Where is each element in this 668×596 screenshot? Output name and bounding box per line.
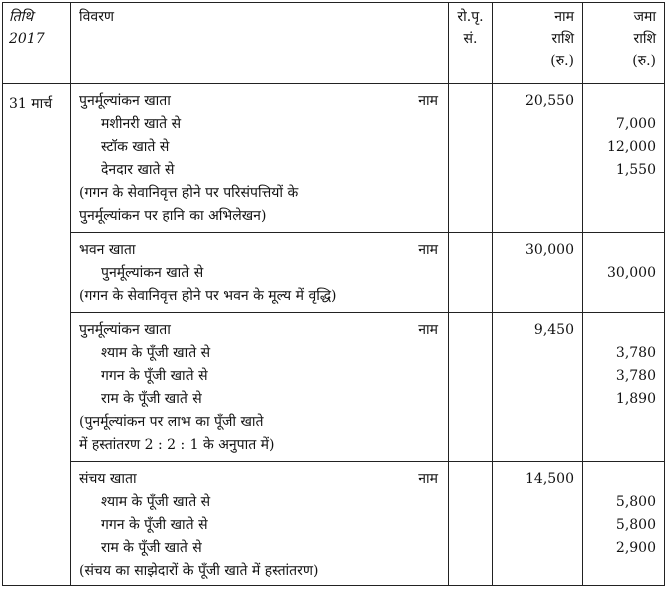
debit-blank xyxy=(493,113,582,136)
debit-amount: 14,500 xyxy=(525,471,574,487)
lf-header xyxy=(449,3,493,84)
lf-blank xyxy=(449,319,492,342)
debit-blank xyxy=(493,342,582,365)
lf-entry xyxy=(449,233,492,313)
journal-table xyxy=(2,2,665,586)
credit-blank xyxy=(583,434,664,457)
entries-row xyxy=(3,84,665,586)
entry-date: 31 मार्च xyxy=(9,96,53,112)
debit-amount: 9,450 xyxy=(533,322,574,338)
credit-entry xyxy=(583,313,664,462)
credit-blank xyxy=(583,285,664,308)
credit-account: श्याम के पूँजी खाते से xyxy=(101,345,211,361)
credit-blank xyxy=(583,205,664,228)
date-header xyxy=(3,3,71,84)
lf-blank xyxy=(449,239,492,262)
debit-blank xyxy=(493,285,582,308)
credit-account: मशीनरी खाते से xyxy=(101,116,182,132)
particulars-header: विवरण xyxy=(71,3,449,84)
debit-blank xyxy=(493,560,582,583)
debit-account: संचय खाता xyxy=(79,471,137,487)
narration-line: (संचय का साझेदारों के पूँजी खाते में हस्तांतरण) xyxy=(79,563,319,579)
credit-column xyxy=(583,84,665,586)
credit-blank xyxy=(583,560,664,583)
lf-blank xyxy=(449,514,492,537)
credit-amount: 1,890 xyxy=(615,391,656,407)
lf-blank xyxy=(449,411,492,434)
lf-entry xyxy=(449,84,492,233)
debit-header-line2: राशि xyxy=(551,31,574,47)
lf-blank xyxy=(449,560,492,583)
debit-blank xyxy=(493,514,582,537)
lf-blank xyxy=(449,468,492,491)
credit-amount: 5,800 xyxy=(615,494,656,510)
date-header-label: तिथि xyxy=(9,9,34,25)
debit-blank xyxy=(493,491,582,514)
lf-entry xyxy=(449,313,492,462)
debit-column xyxy=(493,84,583,586)
credit-amount: 5,800 xyxy=(615,517,656,533)
debit-account-line xyxy=(71,90,448,113)
debit-account: भवन खाता xyxy=(79,242,136,258)
journal-entry xyxy=(71,462,448,585)
debit-blank xyxy=(493,136,582,159)
lf-blank xyxy=(449,159,492,182)
credit-header-line2: राशि xyxy=(633,31,656,47)
lf-blank xyxy=(449,388,492,411)
narration-line: (गगन के सेवानिवृत्त होने पर भवन के मूल्य में वृद्धि) xyxy=(79,288,337,304)
debit-blank xyxy=(493,388,582,411)
credit-account: राम के पूँजी खाते से xyxy=(101,540,202,556)
debit-entry xyxy=(493,233,582,313)
credit-account: श्याम के पूँजी खाते से xyxy=(101,494,211,510)
credit-blank xyxy=(583,182,664,205)
dr-label: नाम xyxy=(418,471,438,487)
debit-header-line1: नाम xyxy=(554,9,574,25)
lf-blank xyxy=(449,537,492,560)
lf-blank xyxy=(449,113,492,136)
lf-blank xyxy=(449,365,492,388)
credit-account: राम के पूँजी खाते से xyxy=(101,391,202,407)
credit-amount: 1,550 xyxy=(615,162,656,178)
lf-blank xyxy=(449,434,492,457)
credit-account: स्टॉक खाते से xyxy=(101,139,170,155)
debit-entry xyxy=(493,84,582,233)
debit-header-line3: (रु.) xyxy=(550,53,574,69)
credit-blank xyxy=(583,90,664,113)
lf-blank xyxy=(449,90,492,113)
credit-blank xyxy=(583,468,664,491)
debit-blank xyxy=(493,434,582,457)
lf-header-line2: सं. xyxy=(463,31,478,47)
credit-amount: 3,780 xyxy=(615,368,656,384)
debit-amount: 30,000 xyxy=(525,242,574,258)
lf-blank xyxy=(449,205,492,228)
date-cell xyxy=(3,84,71,586)
credit-header-line3: (रु.) xyxy=(632,53,656,69)
credit-blank xyxy=(583,319,664,342)
debit-account-line xyxy=(71,239,448,262)
narration-line: (पुनर्मूल्यांकन पर लाभ का पूँजी खाते xyxy=(79,414,264,430)
header-row xyxy=(3,3,665,84)
debit-entry xyxy=(493,462,582,585)
debit-blank xyxy=(493,182,582,205)
credit-header-line1: जमा xyxy=(633,9,656,25)
journal-entry xyxy=(71,84,448,233)
journal-entry xyxy=(71,313,448,462)
particulars-column xyxy=(71,84,449,586)
lf-blank xyxy=(449,491,492,514)
credit-blank xyxy=(583,239,664,262)
debit-amount: 20,550 xyxy=(525,93,574,109)
credit-entry xyxy=(583,233,664,313)
lf-blank xyxy=(449,285,492,308)
debit-header xyxy=(493,3,583,84)
dr-label: नाम xyxy=(418,322,438,338)
lf-column xyxy=(449,84,493,586)
lf-blank xyxy=(449,262,492,285)
credit-amount: 3,780 xyxy=(615,345,656,361)
credit-account: पुनर्मूल्यांकन खाते से xyxy=(101,265,204,281)
credit-amount: 12,000 xyxy=(607,139,656,155)
debit-blank xyxy=(493,205,582,228)
credit-account: देनदार खाते से xyxy=(101,162,175,178)
debit-account-line xyxy=(71,319,448,342)
dr-label: नाम xyxy=(418,93,438,109)
credit-entry xyxy=(583,462,664,585)
debit-blank xyxy=(493,159,582,182)
debit-blank xyxy=(493,411,582,434)
credit-amount: 7,000 xyxy=(615,116,656,132)
lf-header-line1: रो.पृ. xyxy=(457,9,484,25)
credit-entry xyxy=(583,84,664,233)
debit-account-line xyxy=(71,468,448,491)
credit-amount: 2,900 xyxy=(615,540,656,556)
lf-blank xyxy=(449,182,492,205)
credit-account: गगन के पूँजी खाते से xyxy=(101,368,208,384)
narration-line: (गगन के सेवानिवृत्त होने पर परिसंपत्तियों के xyxy=(79,185,299,201)
credit-amount: 30,000 xyxy=(607,265,656,281)
journal-entry xyxy=(71,233,448,313)
narration-line: में हस्तांतरण 2 : 2 : 1 के अनुपात में) xyxy=(79,437,275,453)
dr-label: नाम xyxy=(418,242,438,258)
debit-blank xyxy=(493,365,582,388)
lf-blank xyxy=(449,342,492,365)
date-header-year: 2017 xyxy=(9,31,45,47)
debit-account: पुनर्मूल्यांकन खाता xyxy=(79,93,171,109)
lf-entry xyxy=(449,462,492,585)
debit-account: पुनर्मूल्यांकन खाता xyxy=(79,322,171,338)
debit-entry xyxy=(493,313,582,462)
credit-header xyxy=(583,3,665,84)
narration-line: पुनर्मूल्यांकन पर हानि का अभिलेखन) xyxy=(79,208,267,224)
debit-blank xyxy=(493,537,582,560)
credit-account: गगन के पूँजी खाते से xyxy=(101,517,208,533)
lf-blank xyxy=(449,136,492,159)
debit-blank xyxy=(493,262,582,285)
credit-blank xyxy=(583,411,664,434)
